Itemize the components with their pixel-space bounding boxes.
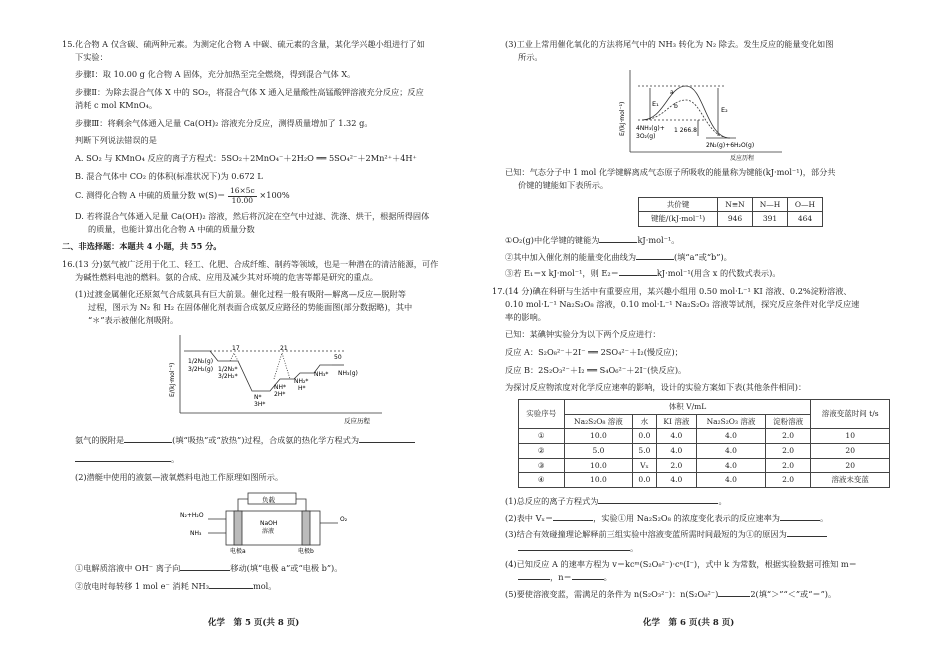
q15-judge: 判断下列说法错误的是 bbox=[75, 135, 157, 146]
q16-part3-s1 bbox=[492, 233, 912, 247]
label-3h-ads: 3H* bbox=[254, 401, 266, 409]
table-cell: 2.0 bbox=[656, 458, 697, 473]
table-cell: 20 bbox=[811, 443, 890, 458]
e2-label: E₂ bbox=[721, 106, 728, 115]
table-cell: 4.0 bbox=[656, 429, 697, 444]
answer-blank-o2-bond[interactable] bbox=[599, 233, 637, 243]
label-nh3-g: NH₃(g) bbox=[338, 370, 358, 378]
q15-option-d-cont: 的质量，也能计算出化合物 A 中硫的质量分数 bbox=[88, 223, 255, 234]
table-cell: Vₓ bbox=[633, 458, 656, 473]
answer-blank-vx[interactable] bbox=[553, 511, 593, 521]
q16-part1: (1)过渡金属催化还原氮气合成氨具有巨大前景。催化过程一般有吸附—解离—反应—脱附等 bbox=[75, 289, 406, 300]
table-cell: 体积 V/mL bbox=[564, 400, 811, 415]
q16-part2-a-suffix: 移动(填“电极 a”或“电极 b”)。 bbox=[230, 562, 343, 573]
fraction-denominator: 10.00 bbox=[231, 195, 254, 205]
table-cell: 水 bbox=[633, 414, 656, 429]
fraction-numerator: 16×5c bbox=[229, 186, 255, 196]
curve-b-label: b bbox=[674, 103, 678, 111]
y-axis-label: E/(kJ·mol⁻¹) bbox=[619, 102, 626, 137]
q17-s5-prefix: (5)要使溶液变蓝，需满足的条件为 n(S₂O₃²⁻)：n(S₂O₈²⁻) bbox=[505, 589, 719, 600]
answer-blank-e2[interactable] bbox=[619, 266, 657, 276]
table-cell: 溶液变蓝时间 t/s bbox=[811, 400, 890, 429]
table-cell: 2.0 bbox=[765, 429, 811, 444]
q17-s4 bbox=[492, 558, 912, 571]
electrode-b-label: 电极b bbox=[298, 547, 314, 555]
reaction-a: 反应 A：S₂O₈²⁻＋2I⁻ ══ 2SO₄²⁻＋I₂(慢反应)； bbox=[505, 346, 683, 357]
label-nh-ads: NH* bbox=[274, 384, 286, 392]
table-cell: 20 bbox=[811, 458, 890, 473]
answer-blank-curve[interactable] bbox=[636, 250, 674, 260]
answer-blank-m[interactable] bbox=[518, 570, 550, 580]
output-o2: O₂ bbox=[340, 515, 348, 523]
answer-blank-reason[interactable] bbox=[787, 527, 827, 537]
q17-s3 bbox=[492, 527, 912, 541]
wire-right bbox=[296, 499, 306, 511]
wire-left bbox=[238, 499, 248, 511]
table-cell: 4.0 bbox=[656, 473, 697, 488]
q15-option-c bbox=[62, 187, 460, 205]
product-label: 2N₂(g)+6H₂O(g) bbox=[706, 142, 755, 150]
experiment-table bbox=[518, 399, 890, 488]
e1-label: E₁ bbox=[652, 100, 659, 109]
answer-blank-equation[interactable] bbox=[359, 433, 415, 443]
label-n2-ads: 1/2N₂* bbox=[218, 366, 238, 374]
electrolyte-label-2: 溶液 bbox=[262, 527, 275, 535]
curve-a-label: a bbox=[670, 89, 674, 97]
option-c-fraction bbox=[228, 187, 257, 205]
x-axis-label: 反应历程 bbox=[344, 417, 370, 426]
table-cell: 464 bbox=[788, 212, 823, 227]
value-21: 21 bbox=[280, 345, 288, 353]
table-cell: 10.0 bbox=[564, 473, 633, 488]
label-nh3-ads: NH₃* bbox=[314, 371, 329, 379]
answer-blank-reason-cont[interactable] bbox=[518, 541, 630, 551]
barrier-21 bbox=[274, 353, 290, 379]
electrolyte-label: NaOH bbox=[260, 519, 278, 527]
enthalpy-label: 1 266.8 bbox=[674, 127, 697, 135]
table-cell: O—H bbox=[788, 197, 823, 212]
table-cell: ④ bbox=[519, 473, 565, 488]
q17-s3-text: (3)结合有效碰撞理论解释前三组实验中溶液变蓝所需时间最短的为①的原因为 bbox=[505, 529, 787, 540]
answer-blank-nh3[interactable] bbox=[209, 579, 253, 589]
q17-s2-mid: ，实验①用 Na₂S₂O₈ 的浓度变化表示的反应速率为 bbox=[593, 512, 780, 523]
q16-part1-question bbox=[62, 433, 460, 447]
q16-part3-s3-prefix: ③若 E₁＝x kJ·mol⁻¹，则 E₂＝ bbox=[505, 268, 619, 279]
table-cell: 键能/(kJ·mol⁻¹) bbox=[639, 212, 718, 227]
q16-part1-question-cont: 。 bbox=[62, 452, 460, 466]
q17-s1-text: (1)总反应的离子方程式为 bbox=[505, 495, 599, 506]
electrode-b bbox=[302, 511, 310, 545]
table-cell: N—H bbox=[753, 197, 788, 212]
left-footer: 化学 第 5 页(共 8 页) bbox=[208, 618, 300, 628]
q17-s2-prefix: (2)表中 Vₓ＝ bbox=[505, 512, 554, 523]
fuel-cell-diagram bbox=[62, 489, 460, 557]
table-cell: 391 bbox=[753, 212, 788, 227]
q15-step3: 步骤Ⅲ：将剩余气体通入足量 Ca(OH)₂ 溶液充分反应，测得质量增加了 1.32 g。 bbox=[75, 117, 373, 128]
q15-stem: 15.化合物 A 仅含碳、硫两种元素。为测定化合物 A 中碳、硫元素的含量，某化学兴趣小组进行了如 bbox=[62, 39, 425, 49]
input-nh3: NH₃ bbox=[190, 529, 202, 537]
table-cell: 5.0 bbox=[633, 443, 656, 458]
q17-stem: 17.(14 分)碘在科研与生活中有重要应用，某兴趣小组用 0.50 mol·L⁻¹ KI 溶液、0.2%淀粉溶液、 bbox=[492, 286, 852, 297]
value-50: 50 bbox=[334, 354, 342, 362]
q16-part1-cont2: “＊”表示被催化剂吸附。 bbox=[88, 314, 179, 325]
q16-part2-b-suffix: mol。 bbox=[252, 581, 277, 592]
catalytic-energy-diagram bbox=[492, 68, 912, 162]
label-h2-ads: 3/2H₂* bbox=[218, 373, 238, 381]
label-h-ads: H* bbox=[298, 385, 306, 393]
q15-step2: 步骤Ⅱ：为除去混合气体 X 中的 SO₂，将混合气体 X 通入足量酸性高锰酸钾溶液充分反应；反应 bbox=[75, 87, 424, 98]
q16-part3-s3 bbox=[492, 266, 912, 280]
label-2h-ads: 2H* bbox=[274, 391, 286, 399]
table-cell: 10.0 bbox=[564, 429, 633, 444]
q16-part2-b bbox=[62, 579, 460, 593]
q16-part3: (3)工业上常用催化氧化的方法将尾气中的 NH₃ 转化为 N₂ 除去。发生反应的能量变化如图 bbox=[505, 39, 834, 49]
q17-s5 bbox=[492, 587, 912, 601]
table-cell: ③ bbox=[519, 458, 565, 473]
q15-option-d: D. 若将混合气体通入足量 Ca(OH)₂ 溶液，然后将沉淀在空气中过滤、洗涤、烘干，根据所得固体 bbox=[75, 210, 430, 221]
q17-s4-prefix: (4)已知反应 A 的速率方程为 v＝kcᵐ(S₂O₈²⁻)·cⁿ(I⁻)，式中 k 为常数，根据实验数据可推知 m＝ bbox=[505, 558, 857, 569]
desorption-suffix: (填“吸热”或“放热”)过程，合成氨的热化学方程式为 bbox=[172, 435, 360, 446]
q15-option-a: A. SO₂ 与 KMnO₄ 反应的离子方程式：5SO₂＋2MnO₄⁻＋2H₂O ══ 5SO₄²⁻＋2Mn²⁺＋4H⁺ bbox=[75, 152, 417, 163]
table-cell: 共价键 bbox=[639, 197, 718, 212]
q17-stem-cont: 0.10 mol·L⁻¹ Na₂S₂O₈ 溶液，0.10 mol·L⁻¹ Na₂S₂O₃ 溶液等试剂，探究反应条件对化学反应速 bbox=[505, 298, 860, 309]
answer-blank-rate[interactable] bbox=[780, 511, 820, 521]
answer-blank-heat[interactable] bbox=[124, 433, 172, 443]
reaction-b: 反应 B：2S₂O₃²⁻＋I₂ ══ S₄O₆²⁻＋2I⁻(快反应)。 bbox=[505, 364, 687, 375]
q17-s5-suffix: 2(填“＞”“＜”或“＝”)。 bbox=[750, 589, 837, 600]
q16-part2: (2)潜艇中使用的液氨—液氧燃料电池工作原理如图所示。 bbox=[75, 471, 284, 482]
q15-stem-cont: 下实验： bbox=[75, 51, 108, 62]
answer-blank-equation-cont[interactable] bbox=[75, 452, 171, 462]
reactant-label-2: 3O₂(g) bbox=[636, 133, 656, 141]
table-cell: 0.0 bbox=[633, 473, 656, 488]
q16-part3-s2-prefix: ②其中加入催化剂的能量变化曲线为 bbox=[505, 251, 637, 262]
option-c-suffix: ×100% bbox=[259, 190, 290, 201]
option-c-text: C. 测得化合物 A 中硫的质量分数 w(S)＝ bbox=[75, 190, 226, 201]
table-cell: 淀粉溶液 bbox=[765, 414, 811, 429]
bond-note: 已知：气态分子中 1 mol 化学键解离成气态原子所吸收的能量称为键能(kJ·mol⁻¹)，部分共 bbox=[505, 167, 836, 178]
table-cell: Na₂S₂O₈ 溶液 bbox=[564, 414, 633, 429]
table-cell: 10 bbox=[811, 429, 890, 444]
energy-profile-diagram bbox=[62, 331, 460, 427]
table-row bbox=[519, 443, 890, 458]
label-n2-g: 1/2N₂(g) bbox=[188, 358, 214, 366]
bond-note-cont: 价键的键能如下表所示。 bbox=[518, 180, 609, 191]
q16-part2-a-prefix: ①电解质溶液中 OH⁻ 离子向 bbox=[75, 562, 181, 573]
table-row bbox=[519, 473, 890, 488]
section-title: 二、非选择题：本题共 4 小题，共 55 分。 bbox=[62, 241, 222, 252]
table-cell: N≡N bbox=[718, 197, 753, 212]
q16-part3-cont: 所示。 bbox=[518, 51, 543, 62]
table-cell: 10.0 bbox=[564, 458, 633, 473]
table-cell: ① bbox=[519, 429, 565, 444]
electrode-a-label: 电极a bbox=[230, 547, 246, 555]
table-cell: 0.0 bbox=[633, 429, 656, 444]
desorption-prefix: 氨气的脱附是 bbox=[75, 435, 125, 446]
q16-part2-a bbox=[62, 561, 460, 575]
table-cell: 4.0 bbox=[697, 473, 766, 488]
table-cell: KI 溶液 bbox=[656, 414, 697, 429]
right-footer: 化学 第 6 页(共 8 页) bbox=[643, 618, 735, 628]
q15-option-b: B. 混合气体中 CO₂ 的体积(标准状况下)为 0.672 L bbox=[75, 170, 263, 181]
label-n-ads: N* bbox=[254, 394, 262, 402]
table-cell: 2.0 bbox=[765, 473, 811, 488]
table-cell: 5.0 bbox=[564, 443, 633, 458]
answer-blank-ion[interactable] bbox=[180, 561, 230, 571]
table-header-row bbox=[639, 197, 823, 212]
q16-part3-s2-suffix: (填“a”或“b”)。 bbox=[674, 251, 732, 262]
q16-stem: 16.(13 分)氨气被广泛用于化工、轻工、化肥、合成纤维、制药等领域，也是一种潜在的清洁能源，可作 bbox=[62, 258, 439, 269]
bond-energy-table bbox=[638, 197, 823, 227]
q17-s4-mid: ，n＝ bbox=[550, 572, 572, 583]
right-page bbox=[492, 38, 912, 606]
label-nh2-ads: NH₂* bbox=[294, 378, 309, 386]
q17-design: 为探讨反应物浓度对化学反应速率的影响，设计的实验方案如下表(其他条件相同)： bbox=[505, 382, 807, 393]
table-row bbox=[519, 429, 890, 444]
q15-step1: 步骤Ⅰ：取 10.00 g 化合物 A 固体，充分加热至完全燃烧，得到混合气体 X。 bbox=[75, 69, 356, 80]
table-cell: 4.0 bbox=[697, 443, 766, 458]
q16-part3-s3-suffix: kJ·mol⁻¹(用含 x 的代数式表示)。 bbox=[656, 268, 781, 279]
table-cell: 实验序号 bbox=[519, 400, 565, 429]
q16-part3-s2 bbox=[492, 250, 912, 264]
load-label: 负载 bbox=[262, 495, 275, 504]
y-axis-label: E/(kJ·mol⁻¹) bbox=[169, 363, 176, 398]
table-cell: 946 bbox=[718, 212, 753, 227]
q17-s2: (2)表中 Vₓ＝ ，实验①用 Na₂S₂O₈ 的浓度变化表示的反应速率为 。 bbox=[505, 512, 829, 523]
table-cell: 2.0 bbox=[765, 443, 811, 458]
reactant-label: 4NH₃(g)+ bbox=[636, 125, 665, 133]
value-17: 17 bbox=[232, 345, 240, 353]
q15-step2-cont: 消耗 c mol KMnO₄。 bbox=[75, 99, 158, 110]
table-cell: 4.0 bbox=[656, 443, 697, 458]
q17-stem-cont2: 率的影响。 bbox=[505, 311, 546, 322]
answer-blank-n[interactable] bbox=[572, 570, 604, 580]
x-axis-label: 反应历程 bbox=[730, 155, 755, 163]
table-cell: Na₂S₂O₃ 溶液 bbox=[697, 414, 766, 429]
answer-blank-total-eq[interactable] bbox=[598, 494, 718, 504]
table-cell: 4.0 bbox=[697, 458, 766, 473]
left-page bbox=[62, 38, 460, 598]
table-row bbox=[519, 458, 890, 473]
q17-s4-cont: ，n＝ 。 bbox=[492, 570, 912, 584]
table-header-row bbox=[519, 400, 890, 415]
q17-s3-cont: 。 bbox=[492, 541, 912, 555]
q16-part3-s1-prefix: ①O₂(g)中化学键的键能为 bbox=[505, 235, 600, 246]
q16-part1-cont: 过程，图示为 N₂ 和 H₂ 在固体催化剂表面合成氨反应路径的势能面图(部分数据略)，其中 bbox=[88, 302, 413, 313]
table-cell: ② bbox=[519, 443, 565, 458]
table-cell: 溶液未变蓝 bbox=[811, 473, 890, 488]
input-n2-h2o: N₂+H₂O bbox=[180, 511, 204, 519]
label-h2-g: 3/2H₂(g) bbox=[188, 366, 214, 374]
q17-s1: (1)总反应的离子方程式为 。 bbox=[505, 495, 727, 506]
q17-known: 已知：某碘钟实验分为以下两个反应进行： bbox=[505, 329, 661, 340]
table-row bbox=[639, 212, 823, 227]
q16-part2-b-prefix: ②放电时每转移 1 mol e⁻ 消耗 NH₃ bbox=[75, 581, 209, 592]
barrier-17 bbox=[230, 353, 238, 361]
answer-blank-ratio[interactable] bbox=[718, 587, 750, 597]
q16-part3-s1-suffix: kJ·mol⁻¹。 bbox=[637, 235, 680, 246]
table-cell: 2.0 bbox=[765, 458, 811, 473]
q16-stem-cont: 为碱性燃料电池的燃料。氨的合成、应用及减少其对环境的危害等都是研究的重点。 bbox=[75, 271, 378, 282]
electrode-a bbox=[234, 511, 242, 545]
table-cell: 4.0 bbox=[697, 429, 766, 444]
